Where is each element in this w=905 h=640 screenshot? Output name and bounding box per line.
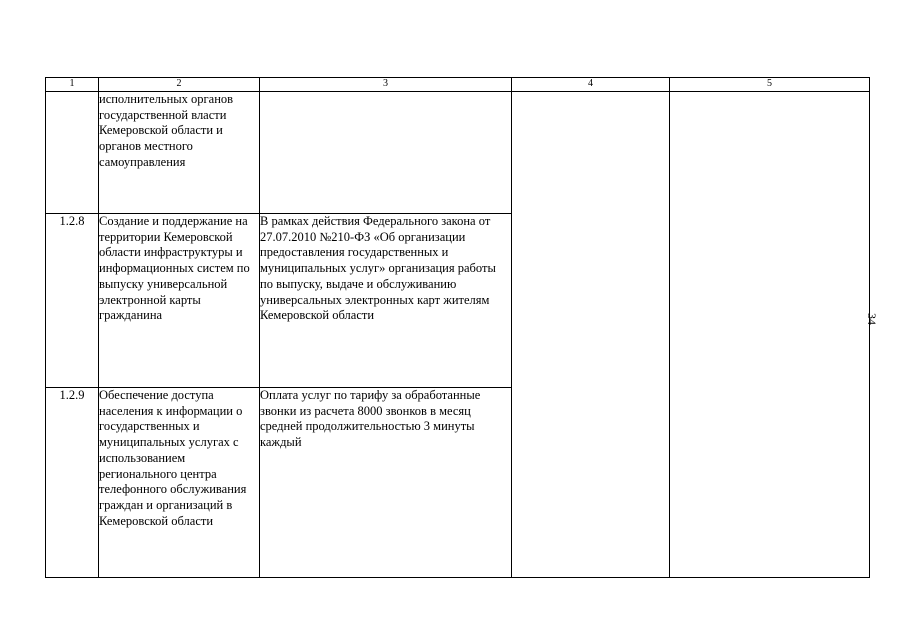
row-number — [46, 92, 99, 214]
row-number: 1.2.8 — [46, 214, 99, 388]
column-header-1: 1 — [46, 78, 99, 92]
budget-measures-table — [45, 77, 870, 578]
column-4-cell — [512, 92, 670, 578]
measure-name: исполнительных органов государственной власти Кемеровской области и органов местного самоуправления — [99, 92, 260, 214]
measure-description — [260, 92, 512, 214]
column-header-5: 5 — [670, 78, 870, 92]
table-header-row — [46, 78, 870, 92]
column-header-3: 3 — [260, 78, 512, 92]
table-row — [46, 92, 870, 214]
measure-description: Оплата услуг по тарифу за обработанные звонки из расчета 8000 звонков в месяц средней продолжительностью 3 минуты каждый — [260, 388, 512, 578]
page-number: 34 — [865, 313, 879, 325]
measure-name: Создание и поддержание на территории Кемеровской области инфраструктуры и информационных систем по выпуску универсальной электронной карты гражданина — [99, 214, 260, 388]
row-number: 1.2.9 — [46, 388, 99, 578]
column-header-2: 2 — [99, 78, 260, 92]
measure-description: В рамках действия Федерального закона от 27.07.2010 №210-ФЗ «Об организации предоставления государственных и муниципальных услуг» организация работы по выпуску, выдаче и обслуживанию универсальных электронных карт жителям Кемеровской области — [260, 214, 512, 388]
column-header-4: 4 — [512, 78, 670, 92]
column-5-cell — [670, 92, 870, 578]
measure-name: Обеспечение доступа населения к информации о государственных и муниципальных услугах с использованием регионального центра телефонного обслуживания граждан и организаций в Кемеровской области — [99, 388, 260, 578]
